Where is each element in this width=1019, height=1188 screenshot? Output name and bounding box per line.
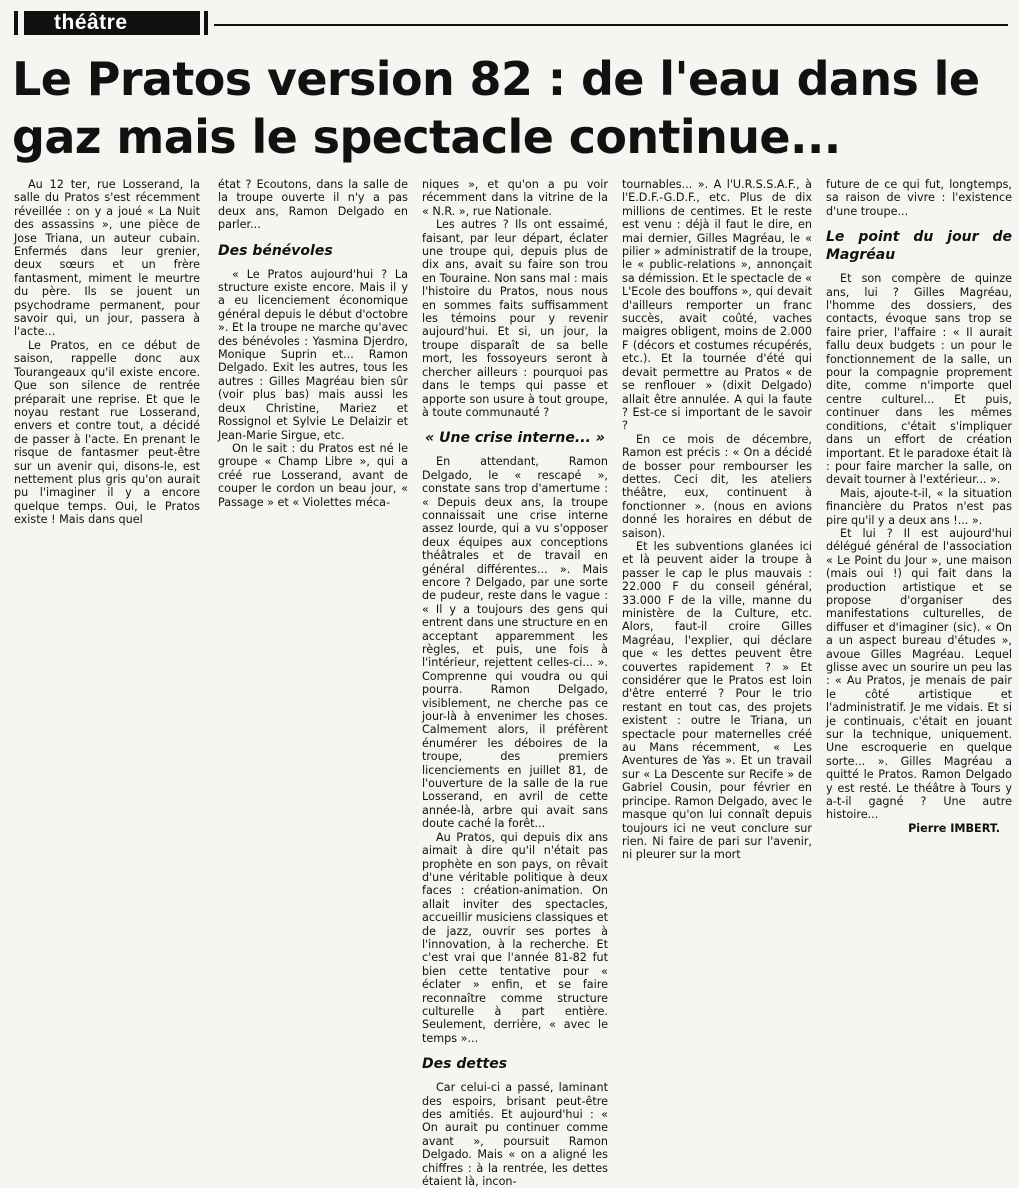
paragraph: Et lui ? Il est aujourd'hui délégué général de l'association « Le Point du Jour », une maison (mais oui !) qui fait dans la production artistique et se propose d'organiser des manifestations culturelles, de diffuser et d'imaginer (sic). « On a un aspect bureau d'études », avoue Gilles Magréau. Lequel glisse avec un sourire un peu las : « Au Pratos, je menais de pair le côté artistique et l'administratif. Je me vidais. Et si je continuais, c'était en jouant sur la technique, uniquement. Une escroquerie en quelque sorte... ». Gilles Magréau a quitté le Pratos. Ramon Delgado y est resté. Le théâtre à Tours y a-t-il gagné ? Une autre histoire...: [826, 526, 1012, 822]
rubric-right-bar: [204, 11, 208, 35]
paragraph: Les autres ? Ils ont essaimé, faisant, par leur départ, éclater une troupe qui, depuis plus de dix ans, avait su faire son trou en Touraine. Non sans mal : mais l'histoire du Pratos, nous nous en sommes faits suffisamment les témoins pour y revenir aujourd'hui. Et si, un jour, la troupe disparaît de sa belle mort, les fossoyeurs seront à chercher ailleurs : pourquoi pas dans le temps qui passe et apporte son usure à tout groupe, à toute communauté ?: [422, 218, 608, 419]
paragraph: Le Pratos, en ce début de saison, rappelle donc aux Tourangeaux qu'il existe encore. Que son silence de rentrée préparait une reprise. Et que le noyau restant rue Losserand, envers et contre tout, a décidé de passer à l'acte. En prenant le risque de fantasmer peut-être sur un avenir qui, disons-le, est nettement plus gris qu'on aurait pu l'imaginer il y a encore quelque temps. Oui, le Pratos existe ! Mais dans quel: [14, 338, 200, 527]
column-3: [422, 178, 608, 1188]
rubric-rule: [214, 24, 1008, 26]
subheading-crise: « Une crise interne... »: [425, 430, 605, 447]
paragraph: état ? Ecoutons, dans la salle de la troupe ouverte il n'y a pas deux ans, Ramon Delgado en parler...: [218, 178, 408, 232]
column-2: [218, 178, 408, 509]
paragraph: Au Pratos, qui depuis dix ans aimait à dire qu'il n'était pas prophète en son pays, on rêvait d'une véritable politique à deux faces : création-animation. On allait inviter des spectacles, accueillir musiciens classiques et de jazz, ouvrir ses portes à l'innovation, à la recherche. Et c'est vrai que l'année 81-82 fut bien cette tentative pour « éclater » enfin, et se faire reconnaître comme structure culturelle à part entière. Seulement, derrière, « avec le temps »...: [422, 830, 608, 1045]
paragraph: future de ce qui fut, longtemps, sa raison de vivre : l'existence d'une troupe...: [826, 178, 1012, 218]
rubric-label: théâtre: [24, 11, 200, 35]
paragraph: On le sait : du Pratos est né le groupe « Champ Libre », qui a créé rue Losserand, avant de couper le cordon un beau jour, « Passage » et « Violettes méca-: [218, 441, 408, 509]
paragraph: Et les subventions glanées ici et là peuvent aider la troupe à passer le cap le plus mauvais : 22.000 F du conseil général, 33.000 F de la ville, manne du ministère de la Culture, etc. Alors, faut-il croire Gilles Magréau, l'explier, qui déclare que « les dettes peuvent être couvertes rapidement ? » Et considérer que le Pratos est loin d'être enterré ? Pour le trio restant en tout cas, des projets existent : outre le Triana, un spectacle pour maternelles créé au Mans récemment, « Les Aventures de Yas ». Et un travail sur « La Descente sur Recife » de Gabriel Cousin, pour février en principe. Ramon Delgado, avec le masque qu'on lui connaît depuis toujours ici ne veut conclure sur rien. Ni faire de pari sur l'avenir, ni pleurer sur la mort: [622, 539, 812, 862]
headline: Le Pratos version 82 : de l'eau dans le gaz mais le spectacle continue...: [12, 52, 980, 164]
paragraph: niques », et qu'on a pu voir récemment dans la vitrine de la « N.R. », rue Nationale.: [422, 178, 608, 218]
paragraph: Car celui-ci a passé, laminant des espoirs, brisant peut-être des amitiés. Et aujourd'hui : « On aurait pu continuer comme avant », poursuit Ramon Delgado. Mais « on a aligné les chiffres : à la rentrée, les dettes étaient là, incon-: [422, 1081, 608, 1188]
paragraph: Et son compère de quinze ans, lui ? Gilles Magréau, l'homme des dossiers, des contacts, évoque sans trop se faire prier, l'affaire : « Il aurait fallu deux budgets : un pour le fonctionnement de la salle, un pour la compagnie proprement dite, comme n'importe quel centre culturel... Et puis, continuer dans les mêmes conditions, c'était s'impliquer dans un effort de création important. Et le paradoxe était là : pour faire marcher la salle, on devait tourner à l'extérieur... ».: [826, 272, 1012, 487]
author-signature: Pierre IMBERT.: [908, 821, 1000, 835]
section-rubric: [14, 10, 1008, 36]
paragraph: En ce mois de décembre, Ramon est précis : « On a décidé de bosser pour rembourser les dettes. Ceci dit, les ateliers théâtre, eux, continuent à fonctionner ». (nous en avions donné les horaires en début de saison).: [622, 432, 812, 540]
column-1: [14, 178, 200, 527]
paragraph: Mais, ajoute-t-il, « la situation financière du Pratos n'est pas pire qu'il y a deux ans !... ».: [826, 486, 1012, 527]
paragraph: Au 12 ter, rue Losserand, la salle du Pratos s'est récemment réveillée : on y a joué « La Nuit des assassins », une pièce de Jose Triana, un auteur cubain. Enfermés dans leur grenier, deux sœurs et un frère fantasment, miment le meurtre du père. Ils se jouent un psychodrame permanent, pour savoir qui, un jour, passera à l'acte...: [14, 178, 200, 339]
paragraph: tournables... ». A l'U.R.S.S.A.F., à l'E.D.F.-G.D.F., etc. Plus de dix millions de centimes. Et le reste est venu : déjà il faut le dire, en mai dernier, Gilles Magréau, le « pilier » administratif de la troupe, le « public-relations », annonçait sa démission. Et le spectacle de « L'Ecole des bouffons », qui devait d'ailleurs remporter un franc succès, avait coûté, vaches maigres obligent, moins de 2.000 F (décors et costumes récupérés, etc.). Et la tournée d'été qui devait permettre au Pratos « de se renflouer » (dixit Delgado) allait être annulée. A qui la faute ? Est-ce si important de le savoir ?: [622, 178, 812, 433]
column-4: [622, 178, 812, 862]
rubric-left-bar: [14, 11, 18, 35]
column-5: [826, 178, 1012, 835]
paragraph: En attendant, Ramon Delgado, le « rescapé », constate sans trop d'amertume : « Depuis deux ans, la troupe connaissait une crise interne assez lourde, qui a vu s'opposer deux équipes aux conceptions théâtrales et de travail en général différentes... ». Mais encore ? Delgado, par une sorte de pudeur, reste dans le vague : « Il y a toujours des gens qui entrent dans une structure en en acceptant apparemment les règles, et puis, une fois à l'intérieur, rejettent celles-ci... ». Comprenne qui voudra ou qui pourra. Ramon Delgado, visiblement, ne cherche pas ce jour-là à envenimer les choses. Calmement alors, il préfèrent énumérer les déboires de la troupe, des premiers licenciements en juillet 81, de l'ouverture de la salle de la rue Losserand, en avril de cette année-là, arbre qui avait sans doute caché la forêt...: [422, 455, 608, 831]
subheading-dettes: Des dettes: [422, 1056, 508, 1073]
subheading-point-du-jour: Le point du jour de Magréau: [826, 229, 1012, 264]
subheading-benevoles: Des bénévoles: [218, 242, 333, 259]
paragraph: « Le Pratos aujourd'hui ? La structure existe encore. Mais il y a eu licenciement économique général depuis le début d'octobre ». Et la troupe ne marche qu'avec des bénévoles : Yasmina Djerdro, Monique Suprin et... Ramon Delgado. Exit les autres, tous les autres : Gilles Magréau bien sûr (voir plus bas) mais aussi les deux Christine, Mariez et Rossignol et Sylvie Le Delaizir et Jean-Marie Sirgue, etc.: [218, 267, 408, 442]
